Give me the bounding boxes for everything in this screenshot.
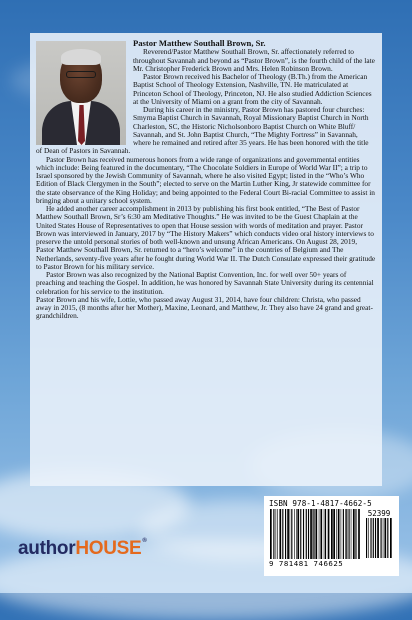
bio-paragraph: Pastor Brown has received numerous honors from a wide range of organizations and governmental entities which include: Being featured in the documentary, “The Chocolate Soldiers in Europe of World War II”; a trip to Israel sponsored by the Jewish Community of Savannah, where he also visited Egypt; listed in the “Who’s Who Edition of Black Clergymen in the South”; elected to serve on the Martin Luther King, Jr statewide committee for the state observance of the King Holiday; and being appointed to the Federal Court Bi-racial Committee to assist in bringing about a unitary school system. [36,154,375,205]
bio-paragraph: Pastor Brown and his wife, Lottie, who passed away August 31, 2014, have four children: Christa, who passed away in 2015, (8 months after her Mother), Maxine, Leonard, and Matthew, Jr. They also have 24 grand and great-grandchildren. [36,294,373,321]
bio-paragraph: He added another career accomplishment in 2013 by publishing his first book entitled, “The Best of Pastor Matthew Southall Brown, Sr’s 6:30 am Meditative Thoughts.” He was invited to be the Guest Chaplain at the United States House of Representatives to open that House session with words of meditation and prayer. Pastor Brown was interviewed in January, 2017 by “The History Makers” which conducts video oral history interviews to preserve the untold personal stories of both well-known and unsung African Americans. On August 28, 2019, Pastor Matthew Southall Brown, Sr. returned to a “hero’s welcome” in the countries of Belgium and The Netherlands, seventy-five years after he fought during World War II. The Dutch Consulate expressed their gratitude to Pastor Brown for his military service. [36,204,376,271]
barcode-ean: 9 781481 746625 [269,559,344,568]
bio-paragraph: Pastor Brown received his Bachelor of Theology (B.Th.) from the American Baptist School of Theology Extension, Nashville, TN. He matriculated at Princeton School of Theology, Princeton, NJ. He also studied Addiction Sciences at the University of Miami on a grant from the city of Savannah. [133,72,372,106]
barcode-supplement: 52399 [367,509,391,518]
registered-mark: ® [142,538,147,544]
isbn-barcode [264,496,399,576]
bio-paragraph: Pastor Brown was also recognized by the National Baptist Convention, Inc. for well over 50+ years of preaching and teaching the Gospel. In addition, he was honored by Savannah State University during its centennial celebration for his service to the institution. [36,270,374,296]
barcode-supplement-bars [365,518,393,558]
publisher-logo-house: HOUSE [75,538,142,559]
bio-paragraph: Reverend/Pastor Matthew Southall Brown, Sr. affectionately referred to throughout Savannah and beyond as “Pastor Brown”, is the fourth child of the late Mr. Christopher Frederick Brown and Mrs. Helen Robinson Brown. [133,47,375,73]
bio-paragraph: During his career in the ministry, Pastor Brown has pastored four churches: Smyrna Baptist Church in Savannah, Royal Missionary Baptist Church in North Charleston, SC, the Historic Nicholsonboro Baptist Church on White Bluff/ Savannah, and St. John Baptist Church, “The Mighty Fortress” in Savannah, where he remained and retired after 35 years. He has been honored with the title of Dean of Pastors in Savannah. [36,105,369,156]
barcode-main-bars [269,509,361,559]
publisher-logo [18,538,147,560]
author-name: Pastor Matthew Southall Brown, Sr. [133,38,266,48]
isbn-number: ISBN 978-1-4817-4662-5 [269,499,372,508]
publisher-logo-author: author [18,538,76,559]
author-photo [36,41,126,145]
bio-panel [30,33,382,486]
